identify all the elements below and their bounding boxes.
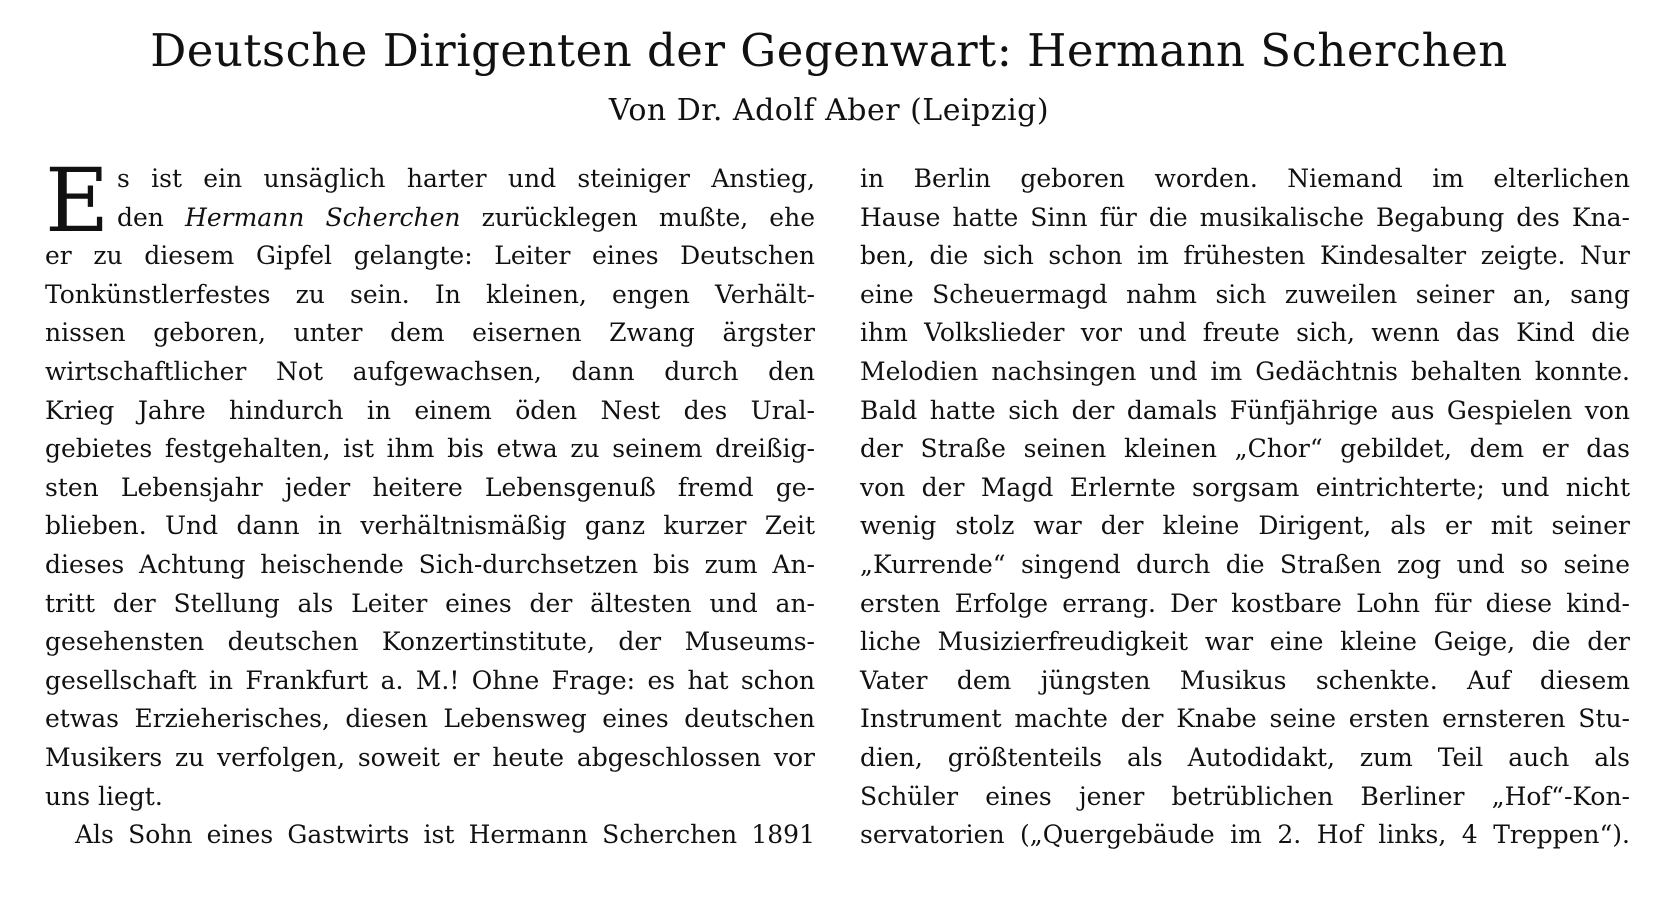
left-line-11: dieses Achtung heischende Sich-durchsetzen bis zum An- bbox=[45, 549, 815, 579]
left-line-1: s ist ein unsäglich harter und steiniger Anstieg, bbox=[117, 164, 815, 193]
drop-cap: E bbox=[45, 149, 110, 252]
left-line-7: Krieg Jahre hindurch in einem öden Nest des Ural- bbox=[45, 395, 815, 425]
right-line-15: Instrument machte der Knabe seine ersten ernsteren Stu- bbox=[860, 704, 1630, 734]
right-line-10: wenig stolz war der kleine Dirigent, als er mit seiner bbox=[860, 511, 1630, 541]
right-line-16: dien, größtenteils als Autodidakt, zum Teil auch als bbox=[860, 742, 1630, 772]
left-line-14: gesellschaft in Frankfurt a. M.! Ohne Frage: es hat schon bbox=[45, 665, 815, 695]
left-line-6: wirtschaftlicher Not aufgewachsen, dann durch den bbox=[45, 356, 815, 386]
left-line-15: etwas Erzieherisches, diesen Lebensweg eines deutschen bbox=[45, 704, 815, 734]
right-line-6: Melodien nachsingen und im Gedächtnis behalten konnte. bbox=[860, 356, 1630, 386]
right-line-18: servatorien („Quergebäude im 2. Hof links, 4 Treppen“). bbox=[860, 820, 1630, 850]
right-line-13: liche Musizierfreudigkeit war eine kleine Geige, die der bbox=[860, 627, 1630, 657]
left-line-4: Tonkünstlerfestes zu sein. In kleinen, engen Verhält- bbox=[45, 279, 815, 309]
left-line-10: blieben. Und dann in verhältnismäßig ganz kurzer Zeit bbox=[45, 511, 815, 541]
left-column bbox=[45, 149, 815, 855]
left-line-2-name: Hermann Scherchen bbox=[185, 202, 461, 232]
right-line-8: der Straße seinen kleinen „Chor“ gebildet, dem er das bbox=[860, 434, 1630, 464]
left-line-3: er zu diesem Gipfel gelangte: Leiter eines Deutschen bbox=[45, 241, 815, 271]
right-line-11: „Kurrende“ singend durch die Straßen zog und so seine bbox=[860, 549, 1630, 579]
left-line-8: gebietes festgehalten, ist ihm bis etwa zu seinem dreißig- bbox=[45, 434, 815, 464]
left-line-17: uns liegt. bbox=[45, 781, 163, 811]
left-line-2 bbox=[45, 199, 815, 238]
right-line-5: ihm Volkslieder vor und freute sich, wenn das Kind die bbox=[860, 318, 1630, 348]
right-line-7: Bald hatte sich der damals Fünfjährige aus Gespielen von bbox=[860, 395, 1630, 425]
right-line-3: ben, die sich schon im frühesten Kindesalter zeigte. Nur bbox=[860, 241, 1630, 271]
left-line-13: gesehensten deutschen Konzertinstitute, der Museums- bbox=[45, 627, 815, 657]
right-line-14: Vater dem jüngsten Musikus schenkte. Auf diesem bbox=[860, 665, 1630, 695]
left-line-16: Musikers zu verfolgen, soweit er heute abgeschlossen vor bbox=[45, 742, 815, 772]
left-line-18: Als Sohn eines Gastwirts ist Hermann Scherchen 1891 bbox=[75, 820, 815, 850]
article-byline: Von Dr. Adolf Aber (Leipzig) bbox=[608, 93, 1050, 128]
right-line-12: ersten Erfolge errang. Der kostbare Lohn für diese kind- bbox=[860, 588, 1630, 618]
right-line-4: eine Scheuermagd nahm sich zuweilen seiner an, sang bbox=[860, 279, 1630, 309]
right-column bbox=[860, 160, 1630, 855]
right-line-9: von der Magd Erlernte sorgsam eintrichterte; und nicht bbox=[860, 472, 1630, 502]
left-line-12: tritt der Stellung als Leiter eines der ältesten und an- bbox=[45, 588, 815, 618]
left-line-9: sten Lebensjahr jeder heitere Lebensgenuß fremd ge- bbox=[45, 472, 815, 502]
left-line-2-prefix: den bbox=[117, 202, 164, 232]
left-line-5: nissen geboren, unter dem eisernen Zwang ärgster bbox=[45, 318, 815, 348]
article-title: Deutsche Dirigenten der Gegenwart: Hermann Scherchen bbox=[150, 24, 1508, 77]
right-line-2: Hause hatte Sinn für die musikalische Begabung des Kna- bbox=[860, 202, 1630, 232]
left-line-2-rest: zurücklegen mußte, ehe bbox=[481, 202, 815, 232]
right-line-1: in Berlin geboren worden. Niemand im elterlichen bbox=[860, 164, 1630, 193]
right-line-17: Schüler eines jener betrüblichen Berliner „Hof“-Kon- bbox=[860, 781, 1630, 811]
